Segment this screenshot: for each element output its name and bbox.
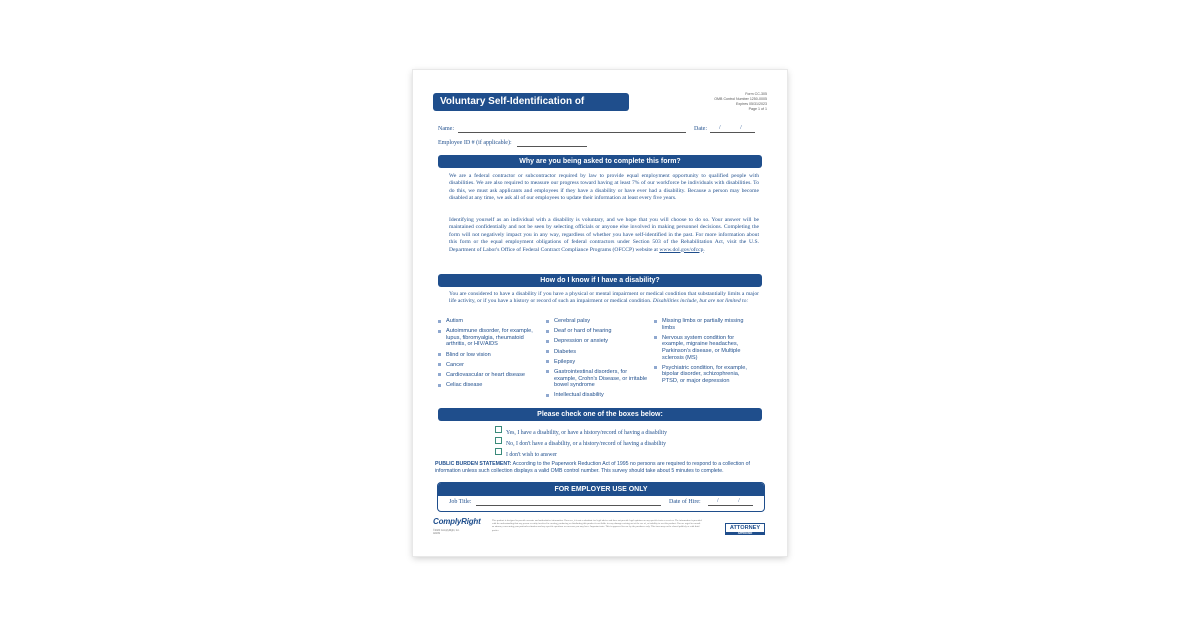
list-item-label: Cancer xyxy=(446,361,465,368)
copyright: ©2020 ComplyRight, Inc. xyxy=(433,529,460,532)
checkbox-yes[interactable] xyxy=(495,426,502,433)
form-meta xyxy=(714,92,767,112)
list-item-label: Autism xyxy=(446,318,464,324)
complyright-logo xyxy=(433,517,481,535)
option-no[interactable] xyxy=(495,437,666,448)
list-item xyxy=(546,349,648,356)
form-title: Voluntary Self-Identification of Disability xyxy=(433,93,629,111)
option-decline-label: I don't wish to answer xyxy=(506,452,557,458)
section-why-heading: Why are you being asked to complete this form? xyxy=(438,155,762,168)
page-number: Page 1 of 1 xyxy=(748,107,767,111)
ofccp-link[interactable]: www.dol.gov/ofccp xyxy=(659,246,704,253)
list-item xyxy=(438,352,540,359)
checkbox-no[interactable] xyxy=(495,437,502,444)
list-item xyxy=(546,328,648,335)
bullet-icon xyxy=(546,330,549,333)
list-item-label: Gastrointestinal disorders, for example, Crohn's Disease, or irritable bowel syndrome xyxy=(554,368,648,389)
list-item xyxy=(546,359,648,366)
list-item xyxy=(654,318,756,331)
list-item-label: Intellectual disability xyxy=(554,392,604,399)
form-sheet xyxy=(413,70,787,556)
list-item xyxy=(546,369,648,389)
why-paragraph-1: We are a federal contractor or subcontractor required by law to provide equal employment opportunity to qualified people with disabilities. We are also required to measure our progress toward having at least 7% of our workforce be individuals with disabilities. To do this, we must ask applicants and employees if they have a disability or have ever had a disability. Because a person may become disabled at any time, we ask all of our employees to update their information at least every five years. xyxy=(449,173,759,202)
bullet-icon xyxy=(438,384,441,387)
list-item xyxy=(438,328,540,348)
list-item-label: Depression or anxiety xyxy=(554,338,609,345)
burden-text: According to the Paperwork Reduction Act of 1995 no persons are required to respond to a collection of information unless such collection displays a valid OMB control number. This survey should take about 5 minutes to complete. xyxy=(435,461,750,474)
bullet-icon xyxy=(654,320,657,323)
list-item-label: Deaf or hard of hearing xyxy=(554,328,612,335)
how-intro xyxy=(449,291,759,306)
bullet-icon xyxy=(546,340,549,343)
list-item-label: Missing limbs or partially missing limbs xyxy=(662,318,744,331)
how-intro-italic: Disabilities include, but are not limited to: xyxy=(652,298,749,305)
list-item-label: Nervous system condition for example, migraine headaches, Parkinson's disease, or Multiple sclerosis (MS) xyxy=(662,334,741,361)
bullet-icon xyxy=(654,366,657,369)
omb-number: OMB Control Number 1250-0005 xyxy=(714,97,767,101)
bullet-icon xyxy=(546,394,549,397)
job-title-field[interactable] xyxy=(476,499,661,506)
date-slashes: / / xyxy=(719,125,751,131)
expiration-date: Expires 05/31/2023 xyxy=(736,102,767,106)
bullet-icon xyxy=(654,336,657,339)
list-item-label: Cardiovascular or heart disease xyxy=(446,371,525,378)
bullet-icon xyxy=(438,363,441,366)
public-burden-statement xyxy=(435,461,769,474)
why-paragraph-2-end: . xyxy=(703,246,705,253)
burden-label: PUBLIC BURDEN STATEMENT: xyxy=(435,461,512,467)
checkbox-decline[interactable] xyxy=(495,448,502,455)
list-item-label: Psychiatric condition, for example, bipolar disorder, schizophrenia, PTSD, or major depression xyxy=(662,364,747,384)
why-paragraph-2-text: Identifying yourself as an individual with a disability is voluntary, and we hope that you will choose to do so. Your answer will be maintained confidentially and not be seen by selecting officials or anyone else involved in making personnel decisions. Completing the form will not negatively impact you in any way, regardless of whether you have self-identified in the past. For more information about this form or the equal employment obligations of federal contractors under Section 503 of the Rehabilitation Act, visit the U.S. Department of Labor's Office of Federal Contract Compliance Programs (OFCCP) website at xyxy=(449,217,759,253)
why-paragraph-2 xyxy=(449,217,759,254)
legal-disclaimer: This product is designed to provide accurate and authoritative information. However, it is not a substitute for legal advice and does not provide legal opinions on any specific facts or services. The information is provided with the understanding that any person or entity involved in creating, producing or distributing this product is not liable for any damages arising out of the use of, or inability to use this product. You are urged to consult an attorney concerning your particular situation and any specific questions or concerns you may have. Important note: This is approved for use by the purchaser only. This form may not be shared publicly or with third parties. xyxy=(492,519,702,532)
list-item-label: Autoimmune disorder, for example, lupus, fibromyalgia, rheumatoid arthritis, or HIV/AIDS xyxy=(446,328,533,348)
name-label: Name: xyxy=(438,126,454,132)
bullet-icon xyxy=(438,330,441,333)
list-item xyxy=(654,365,756,385)
list-item xyxy=(546,338,648,345)
list-item xyxy=(438,372,540,379)
list-item-label: Cerebral palsy xyxy=(554,318,591,324)
hire-date-slashes: / / xyxy=(717,498,749,504)
how-intro-text: You are considered to have a disability if you have a physical or mental impairment or medical condition that substantially limits a major life activity, or if you have a history or record of such an impairment or medical condition. xyxy=(449,291,759,305)
list-item-label: Diabetes xyxy=(554,348,577,355)
list-item-label: Blind or low vision xyxy=(446,351,491,358)
brand-name: ComplyRight xyxy=(433,517,481,526)
list-item-label: Epilepsy xyxy=(554,358,576,365)
disability-list-col-1 xyxy=(438,318,540,392)
attorney-approved-badge xyxy=(725,523,765,535)
list-item xyxy=(546,392,648,399)
date-of-hire-field[interactable] xyxy=(708,499,753,506)
employer-use-box xyxy=(437,482,765,512)
list-item-label: Celiac disease xyxy=(446,382,483,389)
bullet-icon xyxy=(546,320,549,323)
bullet-icon xyxy=(546,360,549,363)
date-field[interactable] xyxy=(710,126,755,133)
form-number: Form CC-305 xyxy=(745,92,767,96)
disability-list-col-2 xyxy=(546,318,648,403)
employee-id-field[interactable] xyxy=(517,140,587,147)
section-how-heading: How do I know if I have a disability? xyxy=(438,274,762,287)
job-title-label: Job Title: xyxy=(449,499,472,505)
option-no-label: No, I don't have a disability, or a history/record of having a disability xyxy=(506,441,667,447)
badge-sublabel: APPROVED xyxy=(726,532,764,535)
employer-use-heading: FOR EMPLOYER USE ONLY xyxy=(438,483,764,496)
option-yes-label: Yes, I have a disability, or have a history/record of having a disability xyxy=(506,430,667,436)
bullet-icon xyxy=(438,373,441,376)
name-field[interactable] xyxy=(458,126,686,133)
section-check-heading: Please check one of the boxes below: xyxy=(438,408,762,421)
bullet-icon xyxy=(438,320,441,323)
date-of-hire-label: Date of Hire: xyxy=(669,499,701,505)
date-label: Date: xyxy=(694,126,707,132)
list-item xyxy=(438,382,540,389)
option-decline[interactable] xyxy=(495,448,557,459)
sku: A0199 xyxy=(433,532,440,536)
list-item xyxy=(546,318,648,325)
list-item xyxy=(438,362,540,369)
disability-list-col-3 xyxy=(654,318,756,388)
bullet-icon xyxy=(546,350,549,353)
list-item xyxy=(654,335,756,361)
employee-id-label: Employee ID # (if applicable): xyxy=(438,140,512,146)
list-item xyxy=(438,318,540,325)
bullet-icon xyxy=(546,370,549,373)
badge-label: ATTORNEY xyxy=(729,525,761,531)
option-yes[interactable] xyxy=(495,426,667,437)
bullet-icon xyxy=(438,353,441,356)
